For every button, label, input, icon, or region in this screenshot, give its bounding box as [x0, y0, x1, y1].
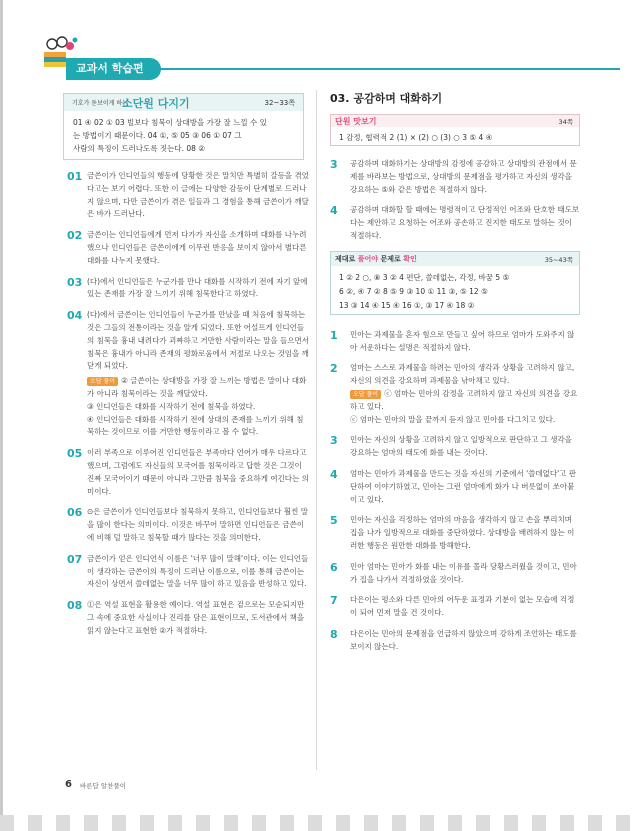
item-text: 민아는 자신의 상황을 고려하지 않고 일방적으로 판단하고 그 생각을 강요하는 엄마의 태도에 화를 내는 것이다.: [350, 435, 572, 458]
explanation-item: [63, 229, 309, 267]
unit-preview-pages: 34쪽: [558, 118, 573, 126]
review-answer-box: [63, 93, 304, 160]
explanation-item: [330, 561, 580, 587]
item-text: 민아는 자신을 걱정하는 엄마의 마음을 생각하지 않고 손을 뿌리치며 집을 나가 일방적으로 대화를 중단하였다. 상대방을 배려하지 않는 이러한 행동은 원만한 대화를 방해한다.: [350, 515, 575, 550]
note-text: ③ 인디언들은 대화를 시작하기 전에 침묵을 하였다.: [87, 401, 256, 411]
footer-label: 바른답 알찬풀이: [80, 782, 127, 790]
item-number: 08: [67, 599, 83, 613]
review-line: 01 ④ 02 ① 03 빌보다 침묵이 상대방을 가장 잘 느낄 수 있: [73, 118, 267, 127]
item-text: 금쓴이가 얻은 인디언식 이름은 '너무 많이 말해'이다. 이는 인디언들이 생각하는 금쓴이의 특징이 드러난 이름으로, 이를 통해 금쓴이는 자신이 상면서 쓸데없는 말을 너무 많이 하고 있음을 반성하고 있다.: [87, 553, 309, 589]
review-subtitle: 기호가 돋보이게 하는: [72, 100, 128, 107]
banner-rule: [160, 68, 620, 70]
item-text: ⊙은 금쓴이가 인디언들보다 침묵하지 못하고, 인디언들보다 훨씬 말을 많이 한다는 의미이다. 이것은 바꾸어 말하면 인디언들은 금쓴이에 비해 덜 말하고 침묵할 때가 많다는 것을 의미한다.: [87, 507, 308, 542]
note-text: ⓒ 엄마는 민아의 말을 끝까지 듣지 않고 민아를 다그치고 있다.: [350, 414, 556, 424]
note-text: ② 글쓴이는 상대방을 가장 잘 느끼는 방법은 말이나 대화가 아니라 침묵이라는 것을 깨달았다.: [87, 376, 307, 398]
item-text: 다은이는 평소와 다른 민아의 어두운 표정과 기분이 없는 모습에 걱정이 되어 먼저 말을 건 것이다.: [350, 595, 575, 618]
item-number: 01: [67, 170, 83, 183]
explanation-item: [63, 447, 309, 498]
column-divider: [316, 90, 317, 770]
review-title: 소단원 다지기: [122, 97, 190, 110]
test-label-highlight: 풀어야: [357, 254, 379, 263]
test-label-highlight: 확인: [403, 254, 417, 263]
item-number: 03: [67, 275, 83, 289]
item-number: 05: [67, 447, 83, 461]
item-number: 2: [330, 362, 338, 376]
item-number: 7: [330, 594, 338, 608]
unit-preview-header: [331, 115, 579, 127]
section-banner: 교과서 학습편: [66, 58, 161, 80]
item-text: 공감하며 대화하기는 상대방의 감정에 공감하고 상대방의 관점에서 문제를 바라보는 방법으로, 상대방의 문제점을 평가하고 자신의 생각을 강요하는 ⑤와 같은 방법은 적절하지 않다.: [350, 159, 577, 194]
explanation-item: [63, 553, 309, 591]
item-number: 6: [330, 560, 338, 574]
explanation-item: [330, 514, 580, 552]
explanation-item: [330, 628, 580, 654]
item-text: 금쓴이가 인디언들의 행동에 당황한 것은 말치만 특별히 갈등을 겪었다고는 보기 어렵다. 또한 이 글에는 다양한 감동이 단계별로 드러나지 않으며, 다만 금쓴이가 겪은 일들과 그 경험을 통해 금쓴이가 깨달은 바가 드러난다.: [87, 171, 309, 219]
item-text: 엄마는 스스로 과제물을 하려는 민아의 생각과 상황을 고려하지 않고, 자신의 의견을 강요하며 과제물을 낚아채고 있다.: [350, 363, 575, 386]
review-line: 사람의 특징이 드러나도록 짓는다. 08 ②: [73, 144, 206, 153]
explanation-item: [330, 434, 580, 460]
explanation-item: [63, 599, 309, 637]
item-text: (다)에서 금쓴이는 인디언들이 누군가를 만났을 때 처음에 침묵하는 것은 그들의 전통이라는 것을 알게 되었다. 또한 어설프게 인디언들의 침묵을 흉내 내려다가 괴짜하고 거만한 사람이라는 말을 들으면서 침묵은 흉내가 아니라 존재의 평화로움에서 저절로 나오는 것임을 깨닫게 되었다.: [87, 310, 309, 371]
note-text: ④ 인디언들은 대화를 시작하기 전에 상대의 존재를 느끼기 위해 침묵하는 것이므로 이를 거만한 행동이라고 볼 수 없다.: [87, 414, 304, 437]
explanation-item: [330, 468, 580, 506]
test-answers: [339, 271, 575, 313]
item-text: 민아 엄마는 민아가 화를 내는 이유를 몰라 당황스러웠을 것이고, 민아가 집을 나가서 걱정하였을 것이다.: [350, 561, 577, 584]
item-number: 02: [67, 229, 83, 243]
item-text: (다)에서 인디언들은 누군가를 만나 대화를 시작하기 전에 자기 앞에 있는 존재를 가장 잘 느끼기 위해 침묵한다고 하였다.: [87, 276, 308, 299]
item-number: 4: [330, 204, 338, 218]
test-label-part: 문제로: [380, 254, 401, 263]
test-answer-line: 13 ③ 14 ④ 15 ④ 16 ①, ③ 17 ④ 18 ②: [339, 300, 475, 310]
item-text: ⓵은 역설 표현을 활용한 예이다. 역설 표현은 겉으로는 모순되지만 그 속에 중요한 사실이나 진리를 담은 표현이므로, 도서관에서 책을 읽지 않는다고 표현한 ②가 적절하다.: [87, 600, 305, 635]
item-number: 07: [67, 552, 83, 566]
explanation-item: [330, 204, 580, 242]
item-number: 04: [67, 309, 83, 323]
review-line: 는 방법이기 때문이다. 04 ①, ⑤ 05 ③ 06 ① 07 그: [73, 131, 242, 140]
item-text: 민아는 과제물을 혼자 힘으로 만들고 싶어 하므로 엄마가 도와주지 않아 서운하다는 설명은 적절하지 않다.: [350, 329, 575, 352]
wrong-answer-note: [87, 375, 309, 401]
explanation-item: [330, 329, 580, 355]
unit-preview-label: 단원 맛보기: [335, 117, 377, 126]
review-pages: 32~33쪽: [264, 99, 295, 107]
right-column: [330, 90, 580, 662]
page-number: 6: [65, 779, 72, 790]
explanation-item: [63, 276, 309, 302]
item-number: 1: [330, 328, 338, 342]
item-text: 다은이는 민아의 문제점을 언급하지 않았으며 강하게 조언하는 태도를 보이지 않는다.: [350, 628, 577, 651]
section-title: 03. 공감하며 대화하기: [330, 92, 443, 105]
test-label-part: 제대로: [335, 254, 356, 263]
item-text: 이러 부족으로 이루어진 인디언들은 부족마다 언어가 매우 다르다고 했으며, 그럼에도 자신들의 모국어를 침묵이라고 답한 것은 그것이 진짜 모국어이기 때문이 아니라 그만큼 침묵을 중요하게 여긴다는 의미이다.: [87, 448, 309, 496]
test-answer-box: [330, 251, 580, 315]
test-answer-pages: 35~43쪽: [544, 255, 573, 264]
wrong-answer-tag: 오답 풀이: [87, 377, 118, 386]
note-text: ⓒ 엄마는 민아의 감정을 고려하지 않고 자신의 의견을 강요하고 있다.: [350, 388, 578, 411]
explanation-item: [330, 362, 580, 426]
test-answer-header: [331, 252, 579, 266]
item-number: 06: [67, 506, 83, 520]
review-answers: [73, 116, 297, 155]
item-text: 엄마는 민아가 과제물을 만드는 것을 자신의 기준에서 '쓸데없다'고 판단하여 이야기하였고, 민아는 그런 엄마에게 화가 나 버릇없이 쏘아붙이고 있다.: [350, 468, 577, 504]
explanation-item: [63, 170, 309, 221]
item-number: 3: [330, 434, 338, 448]
item-text: 공감하며 대화할 할 때에는 명령적이고 단정적인 어조와 단호한 태도보다는 제안하고 요청하는 어조와 공손하고 진지한 태도로 말하는 것이 적절하다.: [350, 205, 580, 240]
item-number: 4: [330, 467, 338, 481]
page-edge-strip: [0, 0, 3, 831]
explanation-item: [63, 309, 309, 439]
left-column: [63, 170, 309, 646]
item-number: 3: [330, 158, 338, 171]
item-text: 금쓴이는 인디언들에게 먼저 다가가 자신을 소개하며 대화를 나누려 했으나 인디언들은 금쓴이에게 이무런 반응을 보이지 않아서 별다른 대화를 나누지 못했다.: [87, 230, 307, 265]
item-number: 8: [330, 627, 338, 641]
wrong-answer-note: [350, 388, 580, 414]
explanation-item: [330, 594, 580, 620]
explanation-item: [330, 158, 580, 196]
unit-preview-box: [330, 114, 580, 146]
item-number: 5: [330, 514, 338, 528]
test-answer-label: [335, 254, 417, 264]
unit-preview-answers: 1 감정, 협력적 2 (1) × (2) ○ (3) ○ 3 ⑤ 4 ④: [339, 133, 493, 142]
wrong-answer-tag: 오답 풀이: [350, 390, 381, 399]
review-header: [64, 94, 303, 111]
test-answer-line: 6 ②, ④ 7 ② 8 ⑤ 9 ③ 10 ① 11 ③, ⑤ 12 ⑤: [339, 286, 488, 296]
explanation-item: [63, 506, 309, 544]
test-answer-line: 1 ② 2 ○, ⑧ 3 ② 4 편단, 쓸데없는, 각정, 바꿈 5 ⑤: [339, 272, 510, 282]
bottom-stripe: [0, 815, 632, 831]
